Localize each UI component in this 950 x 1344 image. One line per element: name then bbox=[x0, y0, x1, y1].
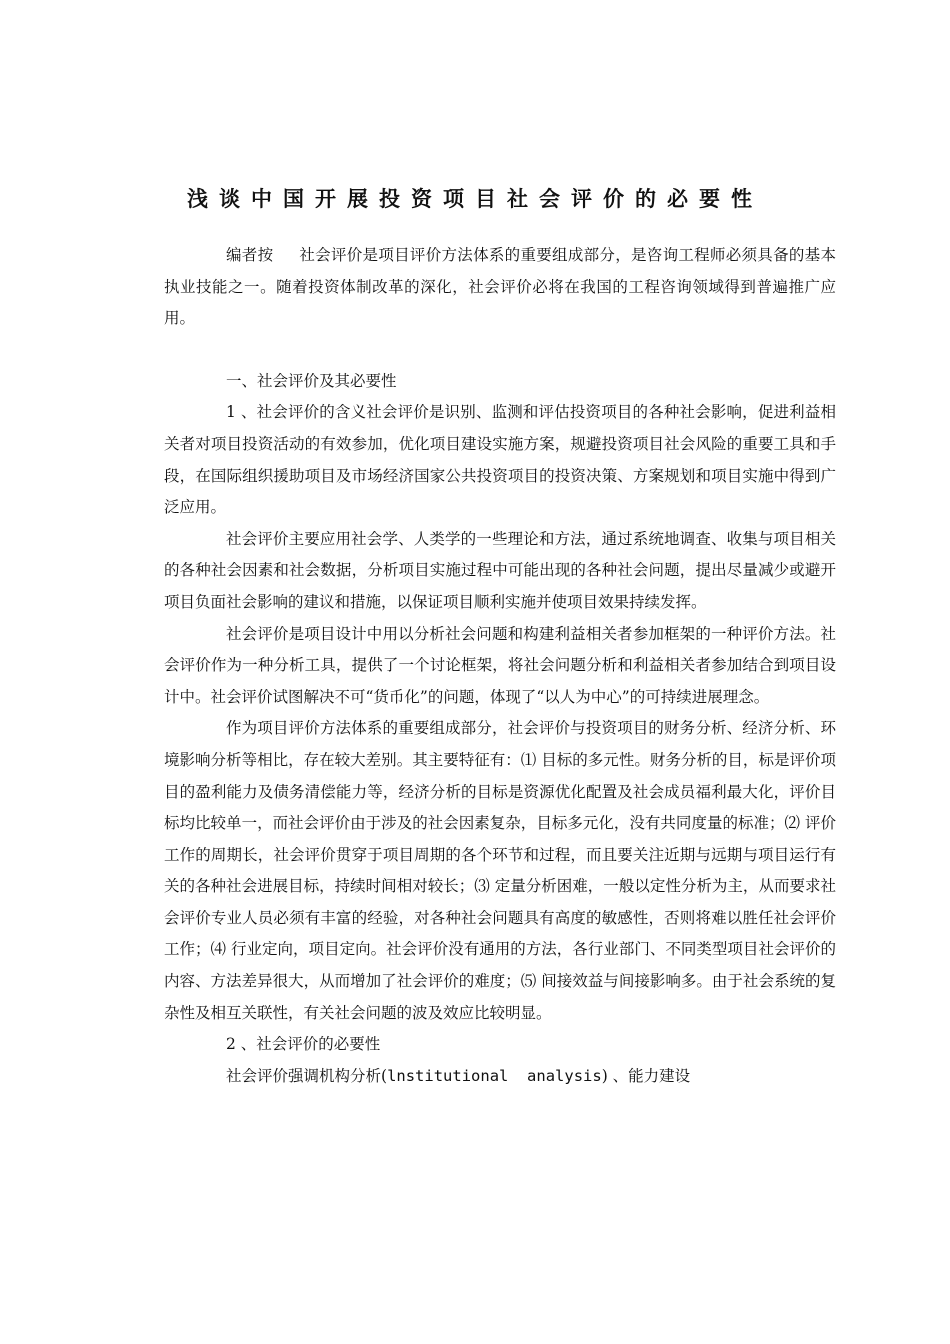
editor-note-text: 社会评价是项目评价方法体系的重要组成部分，是咨询工程师必须具备的基本执业技能之一。随着投资体制改革的深化，社会评价必将在我国的工程咨询领域得到普遍推广应用。 bbox=[164, 246, 836, 328]
paragraph-5-english-term: lnstitutional analysis bbox=[387, 1066, 602, 1085]
section-heading-1: 一、社会评价及其必要性 bbox=[226, 371, 397, 390]
paragraph-5-prefix: 社会评价强调机构分析( bbox=[226, 1066, 388, 1085]
document-body bbox=[164, 240, 836, 1092]
document-title: 浅谈中国开展投资项目社会评价的必要性 bbox=[187, 187, 763, 211]
paragraph-5-suffix: ) 、能力建设 bbox=[601, 1066, 691, 1085]
paragraph-spacer bbox=[164, 335, 836, 366]
editor-note-paragraph bbox=[164, 240, 836, 335]
paragraph-1: 1 、社会评价的含义社会评价是识别、监测和评估投资项目的各种社会影响，促进利益相关者对项目投资活动的有效参加，优化项目建设实施方案，规避投资项目社会风险的重要工具和手段，在国际组织援助项目及市场经济国家公共投资项目的投资决策、方案规划和项目实施中得到广泛应用。 bbox=[164, 403, 836, 517]
paragraph-5 bbox=[164, 1061, 836, 1093]
section-heading-2: 2 、社会评价的必要性 bbox=[226, 1035, 381, 1054]
editor-note-label: 编者按 bbox=[226, 246, 274, 264]
paragraph-2: 社会评价主要应用社会学、人类学的一些理论和方法，通过系统地调查、收集与项目相关的各种社会因素和社会数据，分析项目实施过程中可能出现的各种社会问题，提出尽量减少或避开项目负面社会影响的建议和措施，以保证项目顺利实施并使项目效果持续发挥。 bbox=[164, 529, 836, 611]
paragraph-3: 社会评价是项目设计中用以分析社会问题和构建利益相关者参加框架的一种评价方法。社会评价作为一种分析工具，提供了一个讨论框架，将社会问题分析和利益相关者参加结合到项目设计中。社会评价试图解决不可“货币化”的问题，体现了“以人为中心”的可持续进展理念。 bbox=[164, 624, 836, 706]
paragraph-4: 作为项目评价方法体系的重要组成部分，社会评价与投资项目的财务分析、经济分析、环境影响分析等相比，存在较大差别。其主要特征有：⑴ 目标的多元性。财务分析的目，标是评价项目的盈利能力及债务清偿能力等，经济分析的目标是资源优化配置及社会成员福利最大化，评价目标均比较单一，而社会评价由于涉及的社会因素复杂，目标多元化，没有共同度量的标准；⑵ 评价工作的周期长，社会评价贯穿于项目周期的各个环节和过程，而且要关注近期与远期与项目运行有关的各种社会进展目标，持续时间相对较长；⑶ 定量分析困难，一般以定性分析为主，从而要求社会评价专业人员必须有丰富的经验，对各种社会问题具有高度的敏感性，否则将难以胜任社会评价工作；⑷ 行业定向，项目定向。社会评价没有通用的方法，各行业部门、不同类型项目社会评价的内容、方法差异很大，从而增加了社会评价的难度；⑸ 间接效益与间接影响多。由于社会系统的复杂性及相互关联性，有关社会问题的波及效应比较明显。 bbox=[164, 719, 836, 1022]
